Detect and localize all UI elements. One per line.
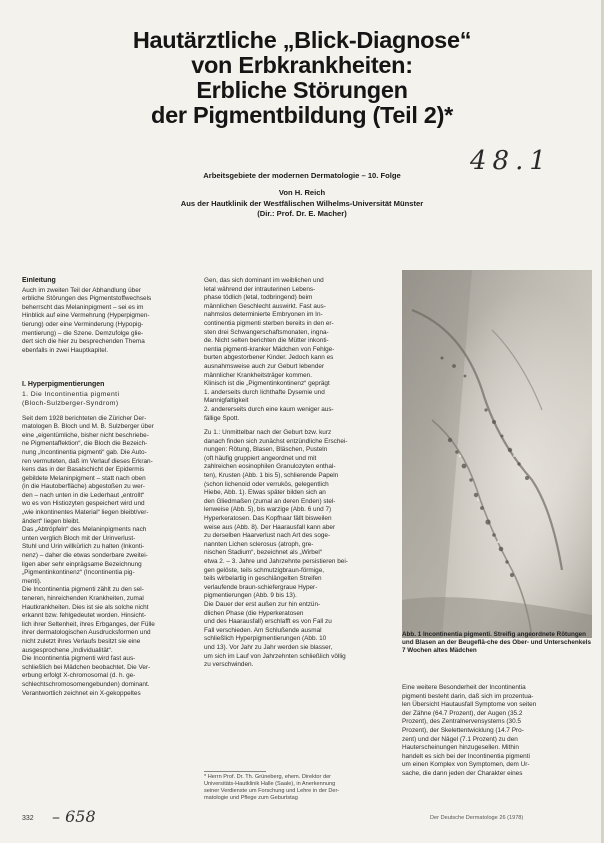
text-line: (in die Hautoberfläche) abgestoßen zu wer-: [22, 483, 145, 491]
text-line: beherrscht das Melaninpigment – sei es im: [22, 303, 144, 311]
text-line: matologie und Pflege zum Geburtstag: [204, 795, 298, 801]
text-line: sache, die dann jeden der Charakter eines: [402, 769, 523, 777]
text-line: Hyperkeratosen. Das Kopfhaar fällt bisweilen: [204, 515, 332, 523]
text-line: Hautkrankheiten. Dies ist sie als solche nicht: [22, 603, 149, 611]
text-line: den Gliedmaßen (zumal an deren Enden) stel-: [204, 497, 336, 505]
text-line: Hinblick auf eine Vermehrung (Hyperpigmen-: [22, 312, 150, 320]
body-paragraph: [22, 415, 198, 699]
text-line: Verantwortlich zeichnet ein X-gekoppeltes: [22, 689, 141, 697]
text-line: nungen: Rötung, Blasen, Bläschen, Pusteln: [204, 446, 328, 454]
skin-lesion-photo: [402, 270, 592, 638]
text-line: eine „eigentümliche, bisher nicht beschriebe-: [22, 431, 149, 439]
text-line: teils wirbelartig in geschlängelten Streifen: [204, 575, 322, 583]
author-line: Von H. Reich: [278, 188, 326, 197]
text-line: gebildete Melaninpigment – statt nach oben: [22, 474, 146, 482]
text-line: schließlich Hyperpigmentierungen (Abb. 10: [204, 635, 327, 643]
page-number: 332: [22, 815, 34, 822]
text-line: de. Nicht selten berichten die Mütter inkonti-: [204, 337, 329, 345]
text-line: tierung) oder eine Verminderung (Hypopig-: [22, 320, 144, 328]
footnote: [204, 774, 392, 802]
text-line: ne Pigmentaffektion“, die Bloch die Bezeich-: [22, 440, 148, 448]
text-line: schlechtschromosomengebunden) dominant.: [22, 680, 150, 688]
text-line: ausgesprochene „Individualität“.: [22, 646, 113, 654]
text-line: Eine weitere Besonderheit der Incontinentia: [402, 684, 526, 691]
text-line: etwa 2. – 3. Jahre und Jahrzehnte persistieren bei-: [204, 558, 348, 565]
title-line: von Erbkrankheiten:: [191, 52, 413, 78]
text-line: unten verglich Bloch mit der Urinverlust-: [22, 534, 136, 542]
director-line: (Dir.: Prof. Dr. E. Macher): [257, 209, 347, 218]
text-line: wo es von Histiozyten gespeichert wird und: [22, 500, 145, 508]
text-line: Das „Abtröpfeln“ des Melaninpigments nach: [22, 526, 147, 534]
text-line: (Bloch-Sulzberger-Syndrom): [22, 399, 119, 407]
text-line: 1. anderseits durch lichthafte Dysemie und: [204, 388, 325, 396]
text-line: nung „Incontinentia pigmenti“ gab. Die Auto-: [22, 448, 147, 456]
text-line: der Zähne (64.7 Prozent), der Augen (35.2: [402, 709, 523, 717]
subsection-heading: [22, 391, 198, 409]
affiliation-line: Aus der Hautklinik der Westfälischen Wilhelms-Universität Münster: [180, 199, 424, 208]
text-line: ändert“ liegen bleibt.: [22, 517, 80, 525]
text-line: burten abgestorbener Kinder. Jedoch kann es: [204, 354, 334, 362]
figure-caption: [402, 631, 594, 655]
text-line: 1. Die Incontinentia pigmenti: [22, 390, 120, 398]
text-line: (schon lichenoid oder verrukös, gelegentlich: [204, 480, 329, 488]
text-line: nischen Stadium“, bezeichnet als „Wirbel“: [204, 549, 322, 557]
text-line: Mannigfaltigkeit: [204, 397, 249, 405]
text-line: Hauterscheinungen hinzugesellen. Mithin: [402, 744, 519, 752]
text-line: erbung erfolgt X-chromosomal (d. h. ge-: [22, 672, 136, 680]
text-line: nicht zuletzt ihres Verlaufs besitzt sie eine: [22, 637, 141, 645]
intro-paragraph: [22, 287, 198, 356]
body-paragraph: [204, 277, 394, 670]
text-line: danach finden sich zunächst entzündliche Erschei-: [204, 437, 348, 445]
text-line: weise aus (Abb. 8). Der Haarausfall kann aber: [204, 523, 336, 531]
text-line: und des Haarausfall) erschlafft es von Fall zu: [204, 618, 332, 626]
text-line: lich ihrer Seltenheit, ihres Erbganges, der Fülle: [22, 620, 155, 628]
text-line: ebenfalls in zwei Hauptkapitel.: [22, 346, 108, 354]
middle-column: [204, 277, 394, 772]
text-line: Gen, das sich dominant im weiblichen und: [204, 277, 324, 284]
text-line: dlichen Phase (die Hyperkeratosen: [204, 609, 304, 617]
text-line: menti).: [22, 577, 42, 585]
footnote-rule: [204, 771, 266, 772]
intro-heading: Einleitung: [22, 277, 56, 284]
text-line: um sich im Lauf von Jahrzehnten schließlich völlig: [204, 652, 346, 660]
caption-label: Abb. 1: [402, 631, 422, 638]
text-line: kens das in der Basalschicht der Epidermis: [22, 466, 145, 474]
text-line: Auch im zweiten Teil der Abhandlung über: [22, 286, 141, 294]
article-title: [60, 28, 544, 128]
text-line: Prozent), der Skelettentwicklung (14.7 Pro-: [402, 726, 524, 734]
text-line: ren vermuteten, daß im Verlauf dieses Erkran-: [22, 457, 153, 465]
text-line: zu verschwinden.: [204, 661, 254, 669]
title-line: Erbliche Störungen: [196, 77, 408, 103]
text-line: ihrer dermatologischen Ausdrucksformen und: [22, 629, 151, 637]
text-line: pigmentierungen (Abb. 9 bis 13).: [204, 592, 297, 600]
text-line: 2. andererseits durch eine kaum weniger aus-: [204, 405, 334, 413]
text-line: verlaufende braun-schiefergraue Hyper-: [204, 583, 318, 591]
text-line: „Pigmentinkontinenz“ (Incontinentia pig-: [22, 569, 135, 577]
text-line: ligen aber sehr einprägsame Bezeichnung: [22, 560, 142, 568]
text-line: Universitäts-Hautklinik Halle (Saale), in Anerkennung: [204, 781, 336, 787]
text-line: Die Incontinentia pigmenti zählt zu den sel-: [22, 586, 144, 594]
text-line: nahmslos determinierte Embryonen im In-: [204, 311, 323, 319]
text-line: fällige Spott.: [204, 414, 240, 422]
left-column: [22, 277, 198, 802]
text-line: ten), Krusten (Abb. 1 bis 5), schlierende Papeln: [204, 472, 339, 480]
text-line: matologen B. Bloch und M. B. Sulzberger über: [22, 423, 154, 431]
text-line: lenweise (Abb. 5), bis warzige (Abb. 6 und 7): [204, 506, 332, 514]
text-line: nentia pigmenti-kranker Mädchen von Fehlge-: [204, 345, 335, 353]
journal-footer: Der Deutsche Dermatologe 26 (1978): [430, 815, 524, 821]
text-line: zu derselben Haarverlust nach Art des soge-: [204, 532, 331, 540]
text-line: (oft häufig gruppiert angeordnet und mit: [204, 454, 317, 462]
text-line: zahlreichen eosinophilen Granulozyten enthal-: [204, 463, 336, 471]
text-line: dert sich die hier zu besprechenden Thema: [22, 338, 145, 346]
text-line: continentia pigmenti sterben bereits in den er-: [204, 319, 334, 327]
clinical-photo: [402, 270, 592, 638]
text-line: nenz) – daher die etwas sonderbare zweitei-: [22, 552, 148, 560]
text-line: erkannt bzw. fehlgedeutet worden. Hinsicht-: [22, 612, 146, 620]
text-line: teneren, hinreichenden Krankheiten, zumal: [22, 595, 144, 602]
body-paragraph: [402, 684, 594, 779]
text-line: letal während der intrauterinen Lebens-: [204, 285, 316, 293]
text-line: Stuhl und Urin willkürlich zu halten (Inkonti-: [22, 543, 145, 551]
text-line: phase tödlich (letal, todbringend) beim: [204, 294, 313, 302]
text-line: den – nach unten in die Lederhaut „entrollt“: [22, 491, 145, 499]
text-line: Fall verschieden. Am Schlußende ausmal: [204, 626, 322, 634]
text-line: „wie inkontinentes Material“ liegen bleibt/ver-: [22, 509, 149, 517]
text-line: mentierung) – die Szene. Demzufolge glie-: [22, 329, 144, 337]
text-line: Die Incontinentia pigmenti wird fast aus-: [22, 655, 136, 663]
text-line: Zu 1.: Unmittelbar nach der Geburt bzw. kurz: [204, 429, 332, 437]
text-line: nannten Lichen sclerosus (atroph, gre-: [204, 540, 314, 548]
title-line: Hautärztliche „Blick-Diagnose“: [132, 27, 472, 53]
text-line: pigmenti besteht darin, daß sich im prozentua-: [402, 692, 534, 700]
text-line: männlichen Geschlecht auswirkt. Fast aus-: [204, 302, 326, 310]
section-heading: I. Hyperpigmentierungen: [22, 381, 105, 389]
text-line: ausnahmsweise auch zur Geburt lebender: [204, 362, 325, 370]
text-line: sten drei Schwangerschaftsmonaten, ingna-: [204, 328, 329, 336]
text-line: Seit dem 1928 berichteten die Züricher Der-: [22, 414, 147, 422]
text-line: um einen Komplex von Symptomen, dem Ur-: [402, 761, 530, 769]
caption-text: Incontinentia pigmenti. Streifig angeordnete Rötungen und Blasen an der Beugeflä-che des Ober- und Unterschenkels 7 Wochen altes Mädchen: [402, 631, 591, 654]
text-line: handelt es sich bei der Incontinentia pigmenti: [402, 752, 530, 760]
text-line: * Herrn Prof. Dr. Th. Grüneberg, ehem. Direktor der: [204, 774, 332, 780]
text-line: len Übersicht Hautausfall Symptome von seiten: [402, 701, 537, 709]
text-line: und 13). Vor Jahr zu Jahr werden sie blasser,: [204, 643, 333, 651]
series-line: Arbeitsgebiete der modernen Dermatologie – 10. Folge: [203, 171, 401, 180]
handwritten-page-annotation: – 658: [52, 807, 96, 826]
text-line: seiner Verdienste um Forschung und Lehre in der Der-: [204, 788, 340, 794]
text-line: Hiebe, Abb. 1). Etwas später bilden sich an: [204, 489, 326, 497]
right-column: [402, 684, 594, 800]
text-line: männlicher Krankheitsträger kommen.: [204, 371, 312, 379]
text-line: erbliche Störungen des Pigmentstoffwechsels: [22, 295, 152, 303]
text-line: gen gelöste, teils schmutzigbraun-förmige,: [204, 566, 325, 574]
text-line: Die Dauer der erst außen zur hin entzün-: [204, 600, 321, 608]
title-line: der Pigmentbildung (Teil 2)*: [151, 102, 453, 128]
text-line: schließlich bei Mädchen beobachtet. Die Ver-: [22, 663, 151, 671]
text-line: zent) und der Nägel (7.1 Prozent) zu den: [402, 735, 518, 743]
handwritten-annotation: 48.1: [470, 146, 552, 176]
text-line: Prozent), des Zentralnervensystems (30.5: [402, 718, 521, 726]
text-line: Klinisch ist die „Pigmentinkontinenz“ geprägt: [204, 380, 330, 388]
